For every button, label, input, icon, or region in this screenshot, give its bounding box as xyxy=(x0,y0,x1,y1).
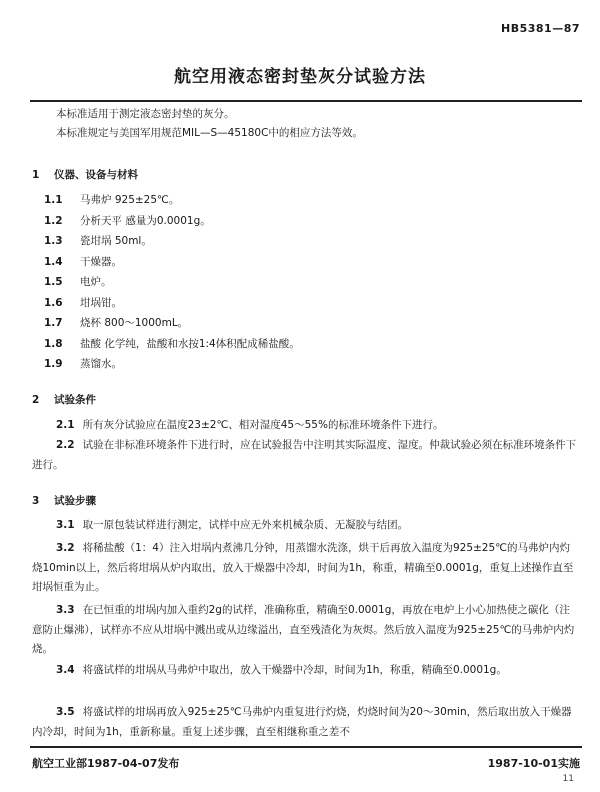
list-item: 1.1 马弗炉 925±25℃。 xyxy=(44,194,180,206)
equipment-list xyxy=(44,190,300,375)
standard-code: HB5381—87 xyxy=(500,22,580,35)
list-item: 1.3 瓷坩埚 50ml。 xyxy=(44,235,152,247)
list-item: 1.9 蒸馏水。 xyxy=(44,358,122,370)
section-heading xyxy=(32,392,96,407)
list-item: 1.6 坩埚钳。 xyxy=(44,296,122,309)
list-item: 1.8 盐酸 化学纯，盐酸和水按1:4体积配成稀盐酸。 xyxy=(44,337,300,350)
section-title: 试验条件 xyxy=(54,394,96,406)
section-number: 3 xyxy=(32,495,40,507)
section-title: 试验步骤 xyxy=(54,495,96,507)
page-number: 11 xyxy=(562,774,574,784)
section-heading xyxy=(32,167,138,182)
list-item: 1.5 电炉。 xyxy=(44,276,112,288)
intro-line: 本标准规定与美国军用规范MIL—S—45180C中的相应方法等效。 xyxy=(56,127,363,139)
footer-divider xyxy=(30,746,582,748)
section-heading xyxy=(32,493,96,508)
effective-date: 1987-10-01实施 xyxy=(487,757,580,770)
issue-date: 航空工业部1987-04-07发布 xyxy=(32,757,180,770)
paragraph: 2.2 试验在非标准环境条件下进行时，应在试验报告中注明其实际温度、湿度。仲裁试验必须在标准环境条件下进行。 xyxy=(32,439,577,471)
paragraph: 3.4 将盛试样的坩埚从马弗炉中取出，放入干燥器中冷却，时间为1h，称重，精确至0.0001g。 xyxy=(56,664,507,676)
paragraph: 2.1 所有灰分试验应在温度23±2℃、相对湿度45～55%的标准环境条件下进行。 xyxy=(56,419,444,431)
list-item: 1.4 干燥器。 xyxy=(44,255,122,268)
list-item: 1.2 分析天平 感量为0.0001g。 xyxy=(44,214,211,227)
list-item: 1.7 烧杯 800～1000mL。 xyxy=(44,317,189,329)
section-number: 1 xyxy=(32,169,40,181)
paragraph: 3.3 在已恒重的坩埚内加入重约2g的试样，准确称重，精确至0.0001g，再放在电炉上小心加热使之碳化（注意防止爆沸），试样亦不应从坩埚中溅出或从边缘溢出，直至残渣化为灰烬。然后放入温度为925±25℃的马弗炉内灼烧。 xyxy=(32,604,575,655)
paragraph: 3.1 取一原包装试样进行测定，试样中应无外来机械杂质、无凝胶与结团。 xyxy=(56,519,409,531)
paragraph: 3.5 将盛试样的坩埚再放入925±25℃马弗炉内重复进行灼烧，灼烧时间为20～30min，然后取出放入干燥器内冷却，时间为1h，重新称量。重复上述步骤，直至相继称重之差不 xyxy=(32,706,572,738)
section-number: 2 xyxy=(32,394,40,406)
page-title: 航空用液态密封垫灰分试验方法 xyxy=(174,67,426,87)
section-title: 仪器、设备与材料 xyxy=(54,169,138,181)
intro-block xyxy=(42,107,576,145)
paragraph: 3.2 将稀盐酸（1：4）注入坩埚内煮沸几分钟，用蒸馏水洗涤，烘干后再放入温度为925±25℃的马弗炉内灼烧10min以上，然后将坩埚从炉内取出，放入干燥器中冷却，时间为1h，称重，精确至0.0001g，重复上述操作直至坩埚恒重为止。 xyxy=(32,542,574,593)
intro-line: 本标准适用于测定液态密封垫的灰分。 xyxy=(56,108,235,120)
header-divider xyxy=(30,100,582,102)
